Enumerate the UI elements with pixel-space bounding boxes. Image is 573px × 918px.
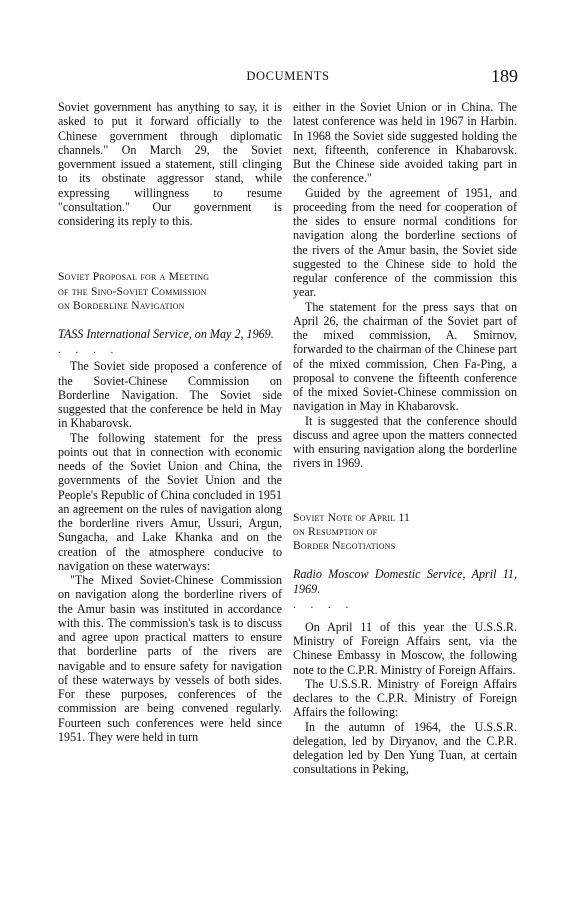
source-line: TASS International Service, on May 2, 1969. [58, 327, 274, 341]
body-paragraph: In the autumn of 1964, the U.S.S.R. delegation, led by Diryanov, and the C.P.R. delegation led by Den Yung Tuan, at certain consultations in Peking, [293, 719, 517, 777]
body-paragraph: either in the Soviet Union or in China. The latest conference was held in 1967 in Harbin. In 1968 the Soviet side suggested holding the next, fifteenth, conference in Khabarovsk. But the Chinese side avoided taking part in the conference." [293, 100, 517, 186]
ellipsis-separator: . . . . [293, 598, 355, 611]
body-paragraph: The U.S.S.R. Ministry of Foreign Affairs declares to the C.P.R. Ministry of Foreign Affairs the following: [293, 676, 517, 720]
section-heading-line-3: Border Negotiations [293, 539, 396, 552]
body-paragraph: The Soviet side proposed a conference of the Soviet-Chinese Commission on Borderline Navigation. The Soviet side suggested that the conference be held in May in Khabarovsk. [58, 359, 282, 431]
section-heading-line-1: Soviet Note of April 11 [293, 510, 411, 524]
body-paragraph: Guided by the agreement of 1951, and proceeding from the need for cooperation of the sides to ensure normal conditions for navigation along the borderline sections of the rivers of the Amur basin, the Soviet side suggested to the Chinese side to hold the regular conference of the commission this year. [293, 185, 517, 300]
ellipsis-separator: . . . . [58, 344, 120, 357]
section-heading-line-3: on Borderline Navigation [58, 298, 185, 312]
body-paragraph: On April 11 of this year the U.S.S.R. Ministry of Foreign Affairs sent, via the Chinese Embassy in Moscow, the following note to the C.P.R. Ministry of Foreign Affairs. [293, 619, 517, 677]
section-heading-line-1: Soviet Proposal for a Meeting [58, 270, 210, 284]
body-paragraph: The following statement for the press points out that in connection with economic needs of the Soviet Union and China, the governments of the Soviet Union and the People's Republic of China concluded in 1951 an agreement on the rules of navigation along the borderline rivers Amur, Ussuri, Argun, Sungacha, and Lake Khanka and on the creation of the atmosphere conducive to navigation on these waterways: [58, 430, 282, 573]
body-paragraph: "The Mixed Soviet-Chinese Commission on navigation along the borderline rivers of the Amur basin was instituted in accordance with this. The commission's task is to discuss and agree upon practical matters to ensure that borderline parts of the rivers are navigable and to ensure safety for navigation of these waterways by vessels of both sides. For these purposes, conferences of the commission are being convened regularly. Fourteen such conferences were held since 1951. They were held in turn [58, 573, 282, 744]
running-head-title: DOCUMENTS [246, 69, 330, 83]
source-line: Radio Moscow Domestic Service, April 11, 1969. [293, 567, 517, 596]
page-number: 189 [491, 66, 518, 86]
running-head [58, 66, 518, 90]
body-paragraph: It is suggested that the conference should discuss and agree upon the matters connected with ensuring navigation along the borderline rivers in 1969. [293, 413, 517, 471]
right-column [293, 100, 517, 777]
intro-paragraph: Soviet government has anything to say, it is asked to put it forward officially to the Chinese government through diplomatic channels." On March 29, the Soviet government issued a statement, still clinging to its obstinate aggressor stand, while expressing willingness to resume "consultation." Our government is considering its reply to this. [58, 100, 282, 228]
body-paragraph: The statement for the press says that on April 26, the chairman of the Soviet part of the mixed commission, A. Smirnov, forwarded to the chairman of the Chinese part of the mixed commission, Chen Fa-Ping, a proposal to convene the fifteenth conference of the mixed Soviet-Chinese commission on navigation in May in Khabarovsk. [293, 299, 517, 414]
section-heading-line-2: of the Sino-Soviet Commission [58, 284, 207, 298]
left-column [58, 100, 282, 744]
section-heading-line-2: on Resumption of [293, 524, 378, 538]
